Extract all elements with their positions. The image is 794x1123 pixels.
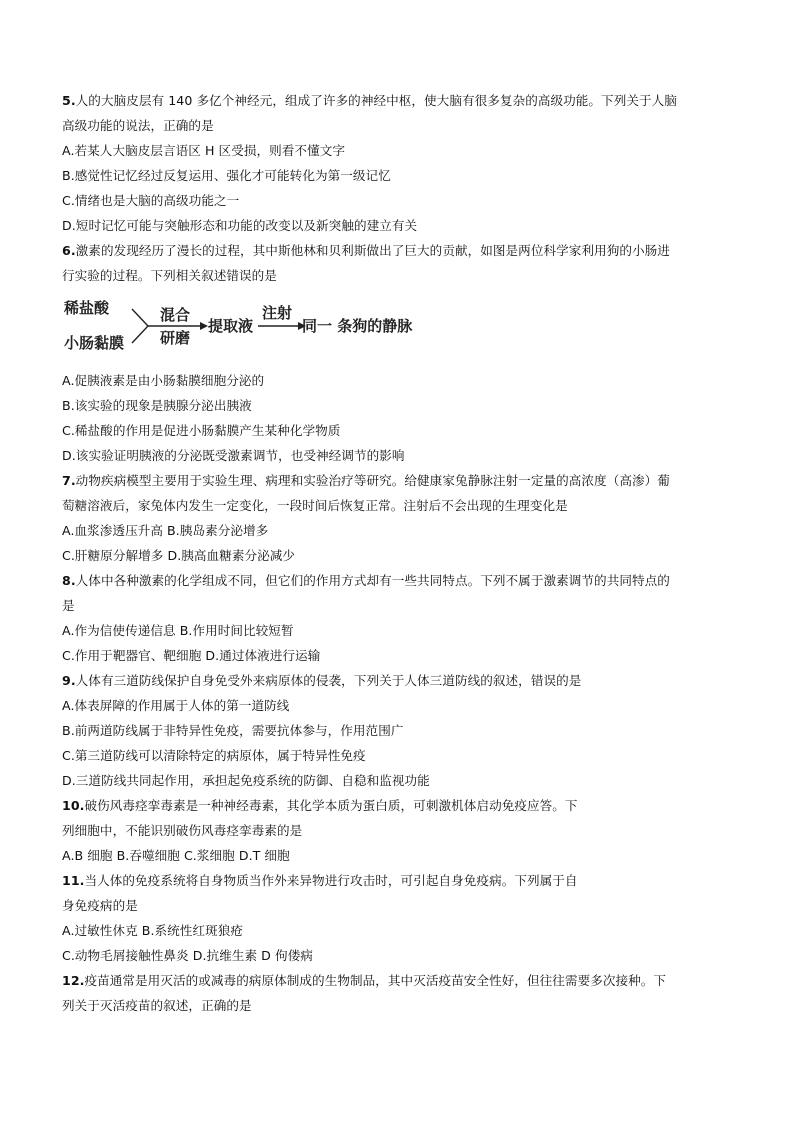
input-intestinal-mucosa: 小肠黏膜: [64, 334, 125, 352]
question-10-stem: 10.破伤风毒痉挛毒素是一种神经毒素，其化学本质为蛋白质，可刺激机体启动免疫应答。下: [62, 798, 578, 813]
mix-arrow-head: [200, 322, 208, 330]
option: D.该实验证明胰液的分泌既受激素调节，也受神经调节的影响: [62, 448, 405, 463]
option: C.第三道防线可以清除特定的病原体，属于特异性免疫: [62, 748, 366, 763]
question-number: 7.: [62, 473, 76, 488]
question-9-stem: 9.人体有三道防线保护自身免受外来病原体的侵袭，下列关于人体三道防线的叙述，错误的是: [62, 673, 582, 688]
question-number: 11.: [62, 873, 85, 888]
experiment-diagram: [62, 288, 734, 368]
question-11-stem-cont: 身免疫病的是: [62, 898, 138, 913]
question-8-stem-cont: 是: [62, 598, 75, 613]
question-10-stem-cont: 列细胞中，不能识别破伤风毒痉挛毒素的是: [62, 823, 303, 838]
option: A.B 细胞 B.吞噬细胞 C.浆细胞 D.T 细胞: [62, 848, 290, 863]
question-6-stem: 6.激素的发现经历了漫长的过程，其中斯他林和贝利斯做出了巨大的贡献，如图是两位科学家利用狗的小肠进: [62, 243, 670, 258]
option: A.若某人大脑皮层言语区 H 区受损，则看不懂文字: [62, 143, 345, 158]
option: D.三道防线共同起作用，承担起免疫系统的防御、自稳和监视功能: [62, 773, 430, 788]
step-mix-label: 混合: [160, 306, 191, 324]
option: C.动物毛屑接触性鼻炎 D.抗维生素 D 佝偻病: [62, 948, 313, 963]
option: A.促胰液素是由小肠黏膜细胞分泌的: [62, 373, 265, 388]
option: C.稀盐酸的作用是促进小肠黏膜产生某种化学物质: [62, 423, 341, 438]
question-number: 9.: [62, 673, 76, 688]
option: C.情绪也是大脑的高级功能之一: [62, 193, 240, 208]
question-12-stem: 12.疫苗通常是用灭活的或减毒的病原体制成的生物制品，其中灭活疫苗安全性好，但往往需要多次接种。下: [62, 973, 667, 988]
question-number: 12.: [62, 973, 85, 988]
option: B.该实验的现象是胰腺分泌出胰液: [62, 398, 252, 413]
option: C.作用于靶器官、靶细胞 D.通过体液进行运输: [62, 648, 321, 663]
question-7-stem: 7.动物疾病模型主要用于实验生理、病理和实验治疗等研究。给健康家兔静脉注射一定量的高浓度（高渗）葡: [62, 473, 670, 488]
question-5-stem: 5.人的大脑皮层有 140 多亿个神经元，组成了许多的神经中枢，使大脑有很多复杂的高级功能。下列关于人脑: [62, 93, 677, 108]
option: A.血浆渗透压升高 B.胰岛素分泌增多: [62, 523, 269, 538]
option: A.作为信使传递信息 B.作用时间比较短暂: [62, 623, 294, 638]
option: A.体表屏障的作用属于人体的第一道防线: [62, 698, 290, 713]
question-number: 10.: [62, 798, 85, 813]
option: B.感觉性记忆经过反复运用、强化才可能转化为第一级记忆: [62, 168, 391, 183]
option: C.肝糖原分解增多 D.胰高血糖素分泌减少: [62, 548, 296, 563]
question-number: 5.: [62, 93, 76, 108]
question-6-stem-cont: 行实验的过程。下列相关叙述错误的是: [62, 268, 277, 283]
question-7-stem-cont: 萄糖溶液后，家兔体内发生一定变化，一段时间后恢复正常。注射后不会出现的生理变化是: [62, 498, 568, 513]
question-11-stem: 11.当人体的免疫系统将自身物质当作外来异物进行攻击时，可引起自身免疫病。下列属于自: [62, 873, 578, 888]
question-12-stem-cont: 列关于灭活疫苗的叙述，正确的是: [62, 998, 252, 1013]
option: D.短时记忆可能与突触形态和功能的改变以及新突触的建立有关: [62, 218, 418, 233]
question-number: 8.: [62, 573, 76, 588]
step-inject-label: 注射: [262, 304, 293, 322]
merge-bracket: [132, 309, 148, 343]
question-8-stem: 8.人体中各种激素的化学组成不同，但它们的作用方式却有一些共同特点。下列不属于激素调节的共同特点的: [62, 573, 670, 588]
question-list: [62, 88, 734, 1018]
question-5-stem-cont: 高级功能的说法，正确的是: [62, 118, 214, 133]
option: B.前两道防线属于非特异性免疫，需要抗体参与，作用范围广: [62, 723, 404, 738]
product-extract: 提取液: [208, 317, 254, 335]
option: A.过敏性休克 B.系统性红斑狼疮: [62, 923, 244, 938]
question-number: 6.: [62, 243, 76, 258]
step-grind-label: 研磨: [160, 329, 191, 347]
target-vein: 同一 条狗的静脉: [302, 317, 413, 335]
input-hydrochloric-acid: 稀盐酸: [64, 299, 110, 317]
experiment-flow-svg: [62, 288, 422, 368]
